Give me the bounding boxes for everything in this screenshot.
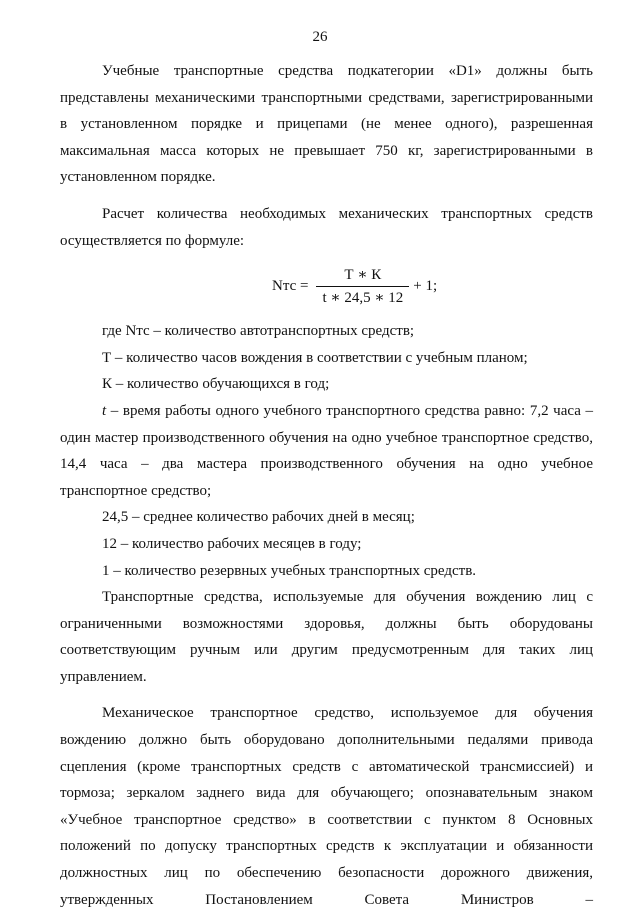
definition-k-students: К – количество обучающихся в год; (102, 376, 330, 393)
paragraph-vehicles-d1: Учебные транспортные средства подкатегории «D1» должны быть представлены механическими транспортными средствами, зарегистрированными в установленном порядке и прицепами (не менее одного), разрешенная максимальная масса которых не превышает 750 кг, зарегистрированными в установленном порядке. (60, 63, 593, 186)
paragraph-vehicle-equipment: Механическое транспортное средство, используемое для обучения вождению должно быть оборудовано дополнительными педалями привода сцепления (кроме транспортных средств с автоматической трансмиссией) и тормоза; зеркалом заднего вида для обучающего; опознавательным знаком «Учебное транспортное средство» в соответствии с пунктом 8 Основных положений по допуску транспортных средств к эксплуатации и обязанности должностных лиц по обеспечению безопасности дорожного движения, утвержденных Постановлением Совета Министров – (60, 705, 593, 908)
formula-denominator: t ∗ 24,5 ∗ 12 (316, 286, 409, 309)
formula-numerator: Т ∗ К (344, 266, 382, 283)
formula-rhs: + 1; (413, 277, 438, 294)
variable-t: t (102, 402, 107, 419)
vehicle-count-formula (272, 258, 593, 314)
paragraph-calculation-intro: Расчет количества необходимых механических транспортных средств осуществляется по формуле: (60, 205, 593, 249)
page-number: 26 (312, 29, 328, 45)
paragraph-disability-vehicles: Транспортные средства, используемые для обучения вождению лиц с ограниченными возможностями здоровья, должны быть оборудованы соответствующим ручным или другим предусмотренным для таких лиц управлением. (60, 589, 593, 685)
definition-t-time (60, 398, 593, 504)
definition-t-time-text: – время работы одного учебного транспортного средства равно: 7,2 часа – один мастер производственного обучения на одно учебное транспортное средство, 14,4 часа – два мастера производственного обучения на одно учебное транспортное средство; (60, 402, 593, 499)
page-body (60, 58, 593, 913)
definition-ntc: где Nтс – количество автотранспортных средств; (102, 323, 415, 340)
formula-fraction (316, 264, 409, 309)
definition-reserve-vehicles: 1 – количество резервных учебных транспортных средств. (102, 562, 477, 579)
definition-working-days: 24,5 – среднее количество рабочих дней в месяц; (102, 509, 415, 526)
formula-lhs: Nтс = (272, 277, 309, 294)
definition-t-hours: Т – количество часов вождения в соответствии с учебным планом; (102, 349, 528, 366)
definition-working-months: 12 – количество рабочих месяцев в году; (102, 535, 362, 552)
